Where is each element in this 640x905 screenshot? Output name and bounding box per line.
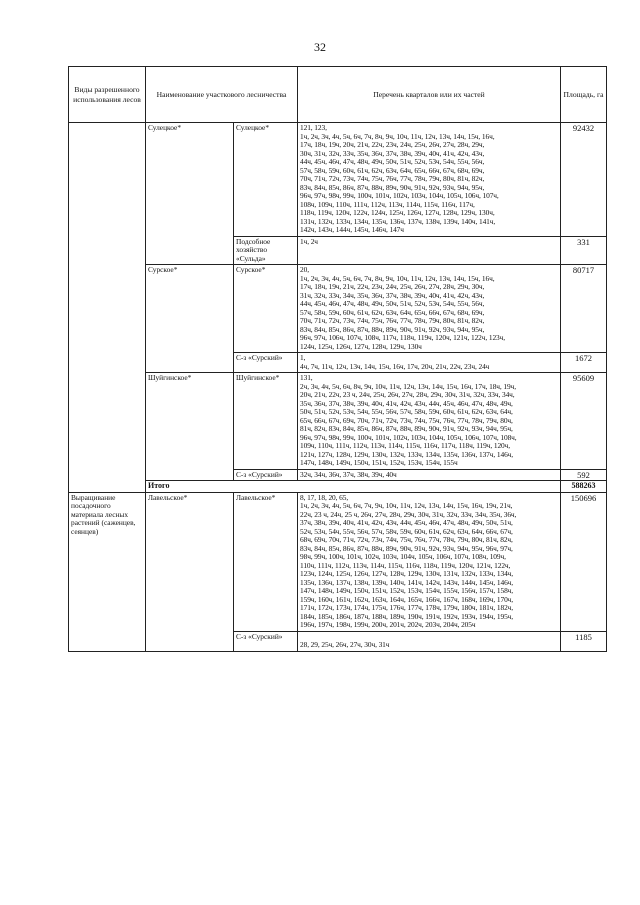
quarters-line: 96ч, 97ч, 98ч, 99ч, 100ч, 101ч, 102ч, 103ч, 104ч, 105ч, 106ч, 107ч, <box>300 191 499 200</box>
area-cell: 331 <box>561 236 607 265</box>
quarters-line: 147ч, 148ч, 149ч, 150ч, 151ч, 152ч, 153ч, 154ч, 155ч <box>300 458 458 467</box>
area-cell: 80717 <box>561 265 607 353</box>
area-cell: 95609 <box>561 373 607 470</box>
quarters-line: 70ч, 71ч, 72ч, 73ч, 74ч, 75ч, 76ч, 77ч, 78ч, 79ч, 80ч, 81ч, 82ч, <box>300 316 485 325</box>
quarters-line: 57ч, 58ч, 59ч, 60ч, 61ч, 62ч, 63ч, 64ч, 65ч, 66ч, 67ч, 68ч, 69ч, <box>300 165 485 175</box>
use-type-cell: Выращивание посадочного материала лесных растений (саженцев, сеянцев) <box>69 492 146 651</box>
quarters-cell <box>298 373 561 470</box>
quarters-line: 131ч, 132ч, 133ч, 134ч, 135ч, 136ч, 137ч, 138ч, 139ч, 140ч, 141ч, <box>300 216 496 226</box>
quarters-line: 44ч, 45ч, 46ч, 47ч, 48ч, 49ч, 50ч, 51ч, 52ч, 53ч, 54ч, 55ч, 56ч, <box>300 157 485 166</box>
quarters-line: 121ч, 127ч, 128ч, 129ч, 130ч, 132ч, 133ч, 134ч, 135ч, 136ч, 137ч, 146ч, <box>300 449 514 459</box>
area-cell: 592 <box>561 469 607 481</box>
quarters-cell <box>298 492 561 631</box>
quarters-line: 37ч, 38ч, 39ч, 40ч, 41ч, 42ч, 43ч, 44ч, 45ч, 46ч, 47ч, 48ч, 49ч, 50ч, 51ч, <box>300 518 513 527</box>
quarters-line: 83ч, 84ч, 85ч, 86ч, 87ч, 88ч, 89ч, 90ч, 91ч, 92ч, 93ч, 94ч, 95ч, <box>300 324 485 334</box>
quarters-line: 1, <box>300 353 306 362</box>
quarters-line: 2ч, 3ч, 4ч, 5ч, 6ч, 8ч, 9ч, 10ч, 11ч, 12ч, 13ч, 14ч, 15ч, 16ч, 17ч, 18ч, 19ч, <box>300 381 516 391</box>
district-forestry-cell: Лавельское* <box>234 492 298 631</box>
quarters-line: 124ч, 125ч, 126ч, 127ч, 128ч, 129ч, 130ч <box>300 341 422 351</box>
district-forestry-cell: С-з «Сурский» <box>234 469 298 481</box>
table-row <box>69 123 607 237</box>
quarters-line: 17ч, 18ч, 19ч, 20ч, 21ч, 22ч, 23ч, 24ч, 25ч, 26ч, 27ч, 28ч, 29ч, <box>300 140 485 149</box>
header-quarters: Перечень кварталов или их частей <box>298 67 561 123</box>
header-area: Площадь, га <box>561 67 607 123</box>
quarters-line: 70ч, 71ч, 72ч, 73ч, 74ч, 75ч, 76ч, 77ч, 78ч, 79ч, 80ч, 81ч, 82ч, <box>300 174 485 183</box>
quarters-line: 31ч, 32ч, 33ч, 34ч, 35ч, 36ч, 37ч, 38ч, 39ч, 40ч, 41ч, 42ч, 43ч, <box>300 290 485 300</box>
quarters-line: 96ч, 97ч, 98ч, 99ч, 100ч, 101ч, 102ч, 103ч, 104ч, 105ч, 106ч, 107ч, 108ч, <box>300 432 517 442</box>
area-cell: 150696 <box>561 492 607 631</box>
table-row <box>69 265 607 353</box>
total-area: 588263 <box>561 481 607 493</box>
use-type-cell <box>69 123 146 493</box>
quarters-line: 123ч, 124ч, 125ч, 126ч, 127ч, 128ч, 129ч, 130ч, 131ч, 132ч, 133ч, 134ч, <box>300 569 514 578</box>
quarters-line: 68ч, 69ч, 70ч, 71ч, 72ч, 73ч, 74ч, 75ч, 76ч, 77ч, 78ч, 79ч, 80ч, 81ч, 82ч, <box>300 535 513 544</box>
area-cell: 1672 <box>561 353 607 373</box>
quarters-line: 147ч, 148ч, 149ч, 150ч, 151ч, 152ч, 153ч, 154ч, 155ч, 156ч, 157ч, 158ч, <box>300 586 514 595</box>
quarters-line: 184ч, 185ч, 186ч, 187ч, 188ч, 189ч, 190ч, 191ч, 192ч, 193ч, 194ч, 195ч, <box>300 611 514 621</box>
quarters-line: 108ч, 109ч, 110ч, 111ч, 112ч, 113ч, 114ч, 115ч, 116ч, 117ч, <box>300 199 475 209</box>
page-number: 32 <box>314 40 326 54</box>
quarters-line: 17ч, 18ч, 19ч, 21ч, 22ч, 23ч, 24ч, 25ч, 26ч, 27ч, 28ч, 29ч, 30ч, <box>300 282 485 291</box>
table-row <box>69 373 607 470</box>
quarters-line: 50ч, 51ч, 52ч, 53ч, 54ч, 55ч, 56ч, 57ч, 58ч, 59ч, 60ч, 61ч, 62ч, 63ч, 64ч, <box>300 407 513 416</box>
quarters-line: 109ч, 110ч, 111ч, 112ч, 113ч, 114ч, 115ч, 116ч, 117ч, 118ч, 119ч, 120ч, <box>300 441 511 450</box>
quarters-line: 171ч, 172ч, 173ч, 174ч, 175ч, 176ч, 177ч, 178ч, 179ч, 180ч, 181ч, 182ч, <box>300 603 514 612</box>
quarters-line: 135ч, 136ч, 137ч, 138ч, 139ч, 140ч, 141ч, 142ч, 143ч, 144ч, 145ч, 146ч, <box>300 577 514 587</box>
quarters-cell <box>298 353 561 373</box>
area-cell: 92432 <box>561 123 607 237</box>
table-body <box>69 123 607 652</box>
quarters-line: 52ч, 53ч, 54ч, 55ч, 56ч, 57ч, 58ч, 59ч, 60ч, 61ч, 62ч, 63ч, 64ч, 66ч, 67ч, <box>300 526 513 536</box>
total-label: Итого <box>146 481 561 493</box>
district-forestry-cell: С-з «Сурский» <box>234 631 298 651</box>
table-header-row <box>69 67 607 123</box>
quarters-line: 57ч, 58ч, 59ч, 60ч, 61ч, 62ч, 63ч, 64ч, 65ч, 66ч, 67ч, 68ч, 69ч, <box>300 307 485 317</box>
quarters-line: 4ч, 7ч, 11ч, 12ч, 13ч, 14ч, 15ч, 16ч, 17ч, 20ч, 21ч, 22ч, 23ч, 24ч <box>300 361 490 371</box>
quarters-line: 35ч, 36ч, 37ч, 38ч, 39ч, 40ч, 41ч, 42ч, 43ч, 44ч, 45ч, 46ч, 47ч, 48ч, 49ч, <box>300 398 513 408</box>
forestry-name-cell: Сулецкое* <box>146 123 234 265</box>
quarters-line: 96ч, 97ч, 106ч, 107ч, 108ч, 117ч, 118ч, 119ч, 120ч, 121ч, 122ч, 123ч, <box>300 333 506 342</box>
quarters-line: 1ч, 2ч, 3ч, 4ч, 5ч, 6ч, 7ч, 9ч, 10ч, 11ч, 12ч, 13ч, 14ч, 15ч, 16ч, 19ч, 21ч, <box>300 501 513 510</box>
quarters-line: 32ч, 34ч, 36ч, 37ч, 38ч, 39ч, 40ч <box>300 469 397 479</box>
header-use-type: Виды разрешенного использования лесов <box>69 67 146 123</box>
quarters-line: 30ч, 31ч, 32ч, 33ч, 35ч, 36ч, 37ч, 38ч, 39ч, 40ч, 41ч, 42ч, 43ч, <box>300 148 485 158</box>
quarters-cell <box>298 265 561 353</box>
quarters-line: 110ч, 111ч, 112ч, 113ч, 114ч, 115ч, 116ч, 118ч, 119ч, 120ч, 121ч, 122ч, <box>300 560 511 570</box>
district-forestry-cell: С-з «Сурский» <box>234 353 298 373</box>
quarters-line: 83ч, 84ч, 85ч, 86ч, 87ч, 88ч, 89ч, 90ч, 91ч, 92ч, 93ч, 94ч, 95ч, <box>300 182 485 192</box>
district-forestry-cell: Сулецкое* <box>234 123 298 237</box>
quarters-line: 20, <box>300 265 309 274</box>
quarters-line: 8, 17, 18, 20, 65, <box>300 492 349 502</box>
quarters-line: 98ч, 99ч, 100ч, 101ч, 102ч, 103ч, 104ч, 105ч, 106ч, 107ч, 108ч, 109ч, <box>300 552 506 561</box>
forestry-name-cell: Сурское* <box>146 265 234 373</box>
quarters-line: 1ч, 2ч, 3ч, 4ч, 5ч, 6ч, 7ч, 8ч, 9ч, 10ч, 11ч, 12ч, 13ч, 14ч, 15ч, 16ч, <box>300 131 495 141</box>
quarters-line: 121, 123, <box>300 123 327 132</box>
total-row <box>69 481 607 493</box>
quarters-line: 196ч, 197ч, 198ч, 199ч, 200ч, 201ч, 202ч, 203ч, 204ч, 205ч <box>300 620 476 629</box>
quarters-line: 131, <box>300 373 313 382</box>
quarters-line: 118ч, 119ч, 120ч, 122ч, 124ч, 125ч, 126ч, 127ч, 128ч, 129ч, 130ч, <box>300 208 495 217</box>
quarters-line: 20ч, 21ч, 22ч, 23 ч, 24ч, 25ч, 26ч, 27ч, 28ч, 29ч, 30ч, 31ч, 32ч, 33ч, 34ч, <box>300 390 515 399</box>
quarters-line: 22ч, 23 ч, 24ч, 25 ч, 26ч, 27ч, 28ч, 29ч, 30ч, 31ч, 32ч, 33ч, 34ч, 35ч, 36ч, <box>300 509 517 519</box>
quarters-line: 83ч, 84ч, 85ч, 86ч, 87ч, 88ч, 89ч, 90ч, 91ч, 92ч, 93ч, 94ч, 95ч, 96ч, 97ч, <box>300 543 513 553</box>
quarters-cell <box>298 236 561 265</box>
quarters-line: 44ч, 45ч, 46ч, 47ч, 48ч, 49ч, 50ч, 51ч, 52ч, 53ч, 54ч, 55ч, 56ч, <box>300 299 485 308</box>
district-forestry-cell: Подсобное хозяйство «Сульда» <box>234 236 298 265</box>
quarters-line: 81ч, 82ч, 83ч, 84ч, 85ч, 86ч, 87ч, 88ч, 89ч, 90ч, 91ч, 92ч, 93ч, 94ч, 95ч, <box>300 424 513 433</box>
header-forestry: Наименование участкового лесничества <box>146 67 298 123</box>
quarters-line: 159ч, 160ч, 161ч, 162ч, 163ч, 164ч, 165ч, 166ч, 167ч, 168ч, 169ч, 170ч, <box>300 594 514 604</box>
district-forestry-cell: Шуйгинское* <box>234 373 298 470</box>
quarters-line: 28, 29, 25ч, 26ч, 27ч, 30ч, 31ч <box>300 640 390 649</box>
area-cell: 1185 <box>561 631 607 651</box>
quarters-line: 65ч, 66ч, 67ч, 69ч, 70ч, 71ч, 72ч, 73ч, 74ч, 75ч, 76ч, 77ч, 78ч, 79ч, 80ч, <box>300 415 513 425</box>
quarters-line: 1ч, 2ч <box>300 236 318 246</box>
forest-use-table <box>68 66 607 652</box>
table-row <box>69 492 607 631</box>
forestry-name-cell: Шуйгинское* <box>146 373 234 481</box>
district-forestry-cell: Сурское* <box>234 265 298 353</box>
quarters-cell <box>298 469 561 481</box>
quarters-cell <box>298 123 561 237</box>
quarters-line: 1ч, 2ч, 3ч, 4ч, 5ч, 6ч, 7ч, 8ч, 9ч, 10ч, 11ч, 12ч, 13ч, 14ч, 15ч, 16ч, <box>300 273 495 283</box>
forestry-name-cell: Лавельское* <box>146 492 234 651</box>
quarters-cell <box>298 631 561 651</box>
quarters-line: 142ч, 143ч, 144ч, 145ч, 146ч, 147ч <box>300 225 404 234</box>
